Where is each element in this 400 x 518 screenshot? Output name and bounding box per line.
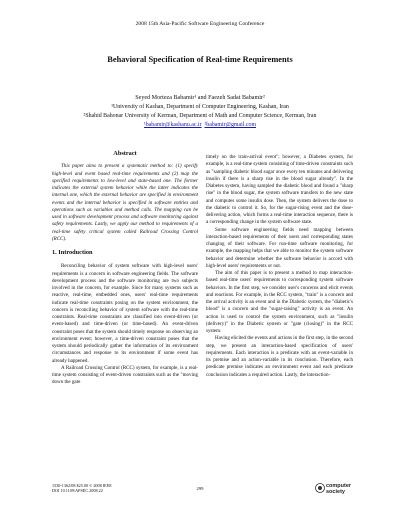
footer-issn: 1530-1362/08 $25.00 © 2008 IEEE [52,483,112,488]
right-paragraph-1: timely on the train-arrival event"; however, a Diabetes system, for example, is a real-time system consisting of time-driven constraints such as "sampling diabetic blood sugar once every ten minutes and delivering insulin if there is a sharp rise in the blood sugar already". In the Diabetes system, having sampled the diabetic blood and found a "sharp rise" in the blood sugar, the system software transfers to the new state and computes some insulin dose. Then, the system delivers the dose to the diabetic to control it. So, for the sugar-rising event and the dose-delivering action, which forms a real-time interaction sequence, there is a corresponding change in the system software state. [206,154,353,226]
logo-text-2: society [326,489,345,495]
conference-header: 2008 15th Asia-Pacific Software Engineering Conference [135,21,265,27]
logo-dot-icon [318,486,322,490]
affiliation-2: ²Shahid Bahonar University of Kerman, Department of Math and Computer Science, Kerman, Iran [83,113,317,119]
footer-copyright [52,483,112,494]
computer-society-logo [315,478,353,498]
affiliation-1: ¹University of Kashan, Department of Computer Engineering, Kashan, Iran [111,104,289,110]
right-paragraph-3: The aim of this paper is to present a method to map interaction-based real-time users' requirements to corresponding system software behaviors. In the first step, we consider user's concerns and elicit events and reactions. For example, in the RCC system, "train" is a concern and the arrival activity is an event and in the Diabetic system, the "diabetic's blood" is a concern and the "sugar-raising" activity is an event. An action is used to control the system environment, such as "insulin (delivery)" in the Diabetic system or "gate (closing)" in the RCC system. [206,270,353,334]
right-paragraph-2: Some software engineering fields need mapping between interaction-based requirements of their users and corresponding states changing of their software. For run-time software monitoring, for example, the mapping helps that we able to monitor the system software behavior and determine whether the software behavior is accord with high-level users' requirements or not. [206,226,353,269]
page-number: 299 [196,486,204,491]
introduction-heading: 1. Introduction [52,249,93,256]
abstract-heading: Abstract [113,150,137,157]
right-paragraph-4: Having elicited the events and actions in the first step, in the second step, we present an interaction-based specification of users' requirements. Each interaction is a predicate with an event-variable in its premise and an action-variable in its conclusion. Therefore, each predicate premise indicates an environment event and each predicate conclusion indicates a required action. Lastly, the interaction- [206,335,353,378]
paper-title: Behavioral Specification of Real-time Requirements [107,55,293,64]
email-link-1[interactable]: ¹babamir@kashanu.ac.ir [143,122,202,128]
footer-doi: DOI 10.1109/APSEC.2008.22 [52,488,103,494]
paper-authors: Seyed Morteza Babamir¹ and Faezeh Sadat Babamir² [135,95,265,101]
logo-text-1: computer [326,483,352,489]
introduction-paragraph-1: Reconciling behavior of system software with high-level users' requirements is a concern in software engineering fields. The software development process and the software monitoring are two subjects involved in the concern, for example. Since for many systems such as reactive, real-time, embedded ones, users' real-time requirements indicate real-time constraints posing on the system environment, the concern is reconciling behavior of system software with the real-time constraints. Real-time constraints are classified into event-driven (or event-based) and time-driven (or time-based). An event-driven constraint poses that the system should timely response on observing an environment event; however, a time-driven constraint poses that the system should periodically gather the information of its environment circumstances and response to its environment if some event has already happened. [52,263,198,364]
left-column [52,150,198,387]
introduction-paragraph-2: A Railroad Crossing Control (RCC) system, for example, is a real-time system consisting of event-driven constraints such as the "moving down the gate [52,364,198,386]
abstract-text: This paper aims to present a systematic method to: (1) specify high-level and event based real-time requirements and (2) map the specified requirements to low-level and state-based one. The former indicates the external system behavior while the latter indicates the internal one, which the external behavior are specified in environment events and the internal behavior is specified in software entities and operations such as variables and method calls. The mapping can be used in software development process and software monitoring against safety requirements. Lastly, we apply our method to requirements of a real-time safety critical system called Railroad Crossing Control (RCC). [52,163,198,242]
email-link-2[interactable]: ²babamir@gmail.com [204,122,257,128]
author-emails [0,122,400,128]
right-column [206,154,353,379]
